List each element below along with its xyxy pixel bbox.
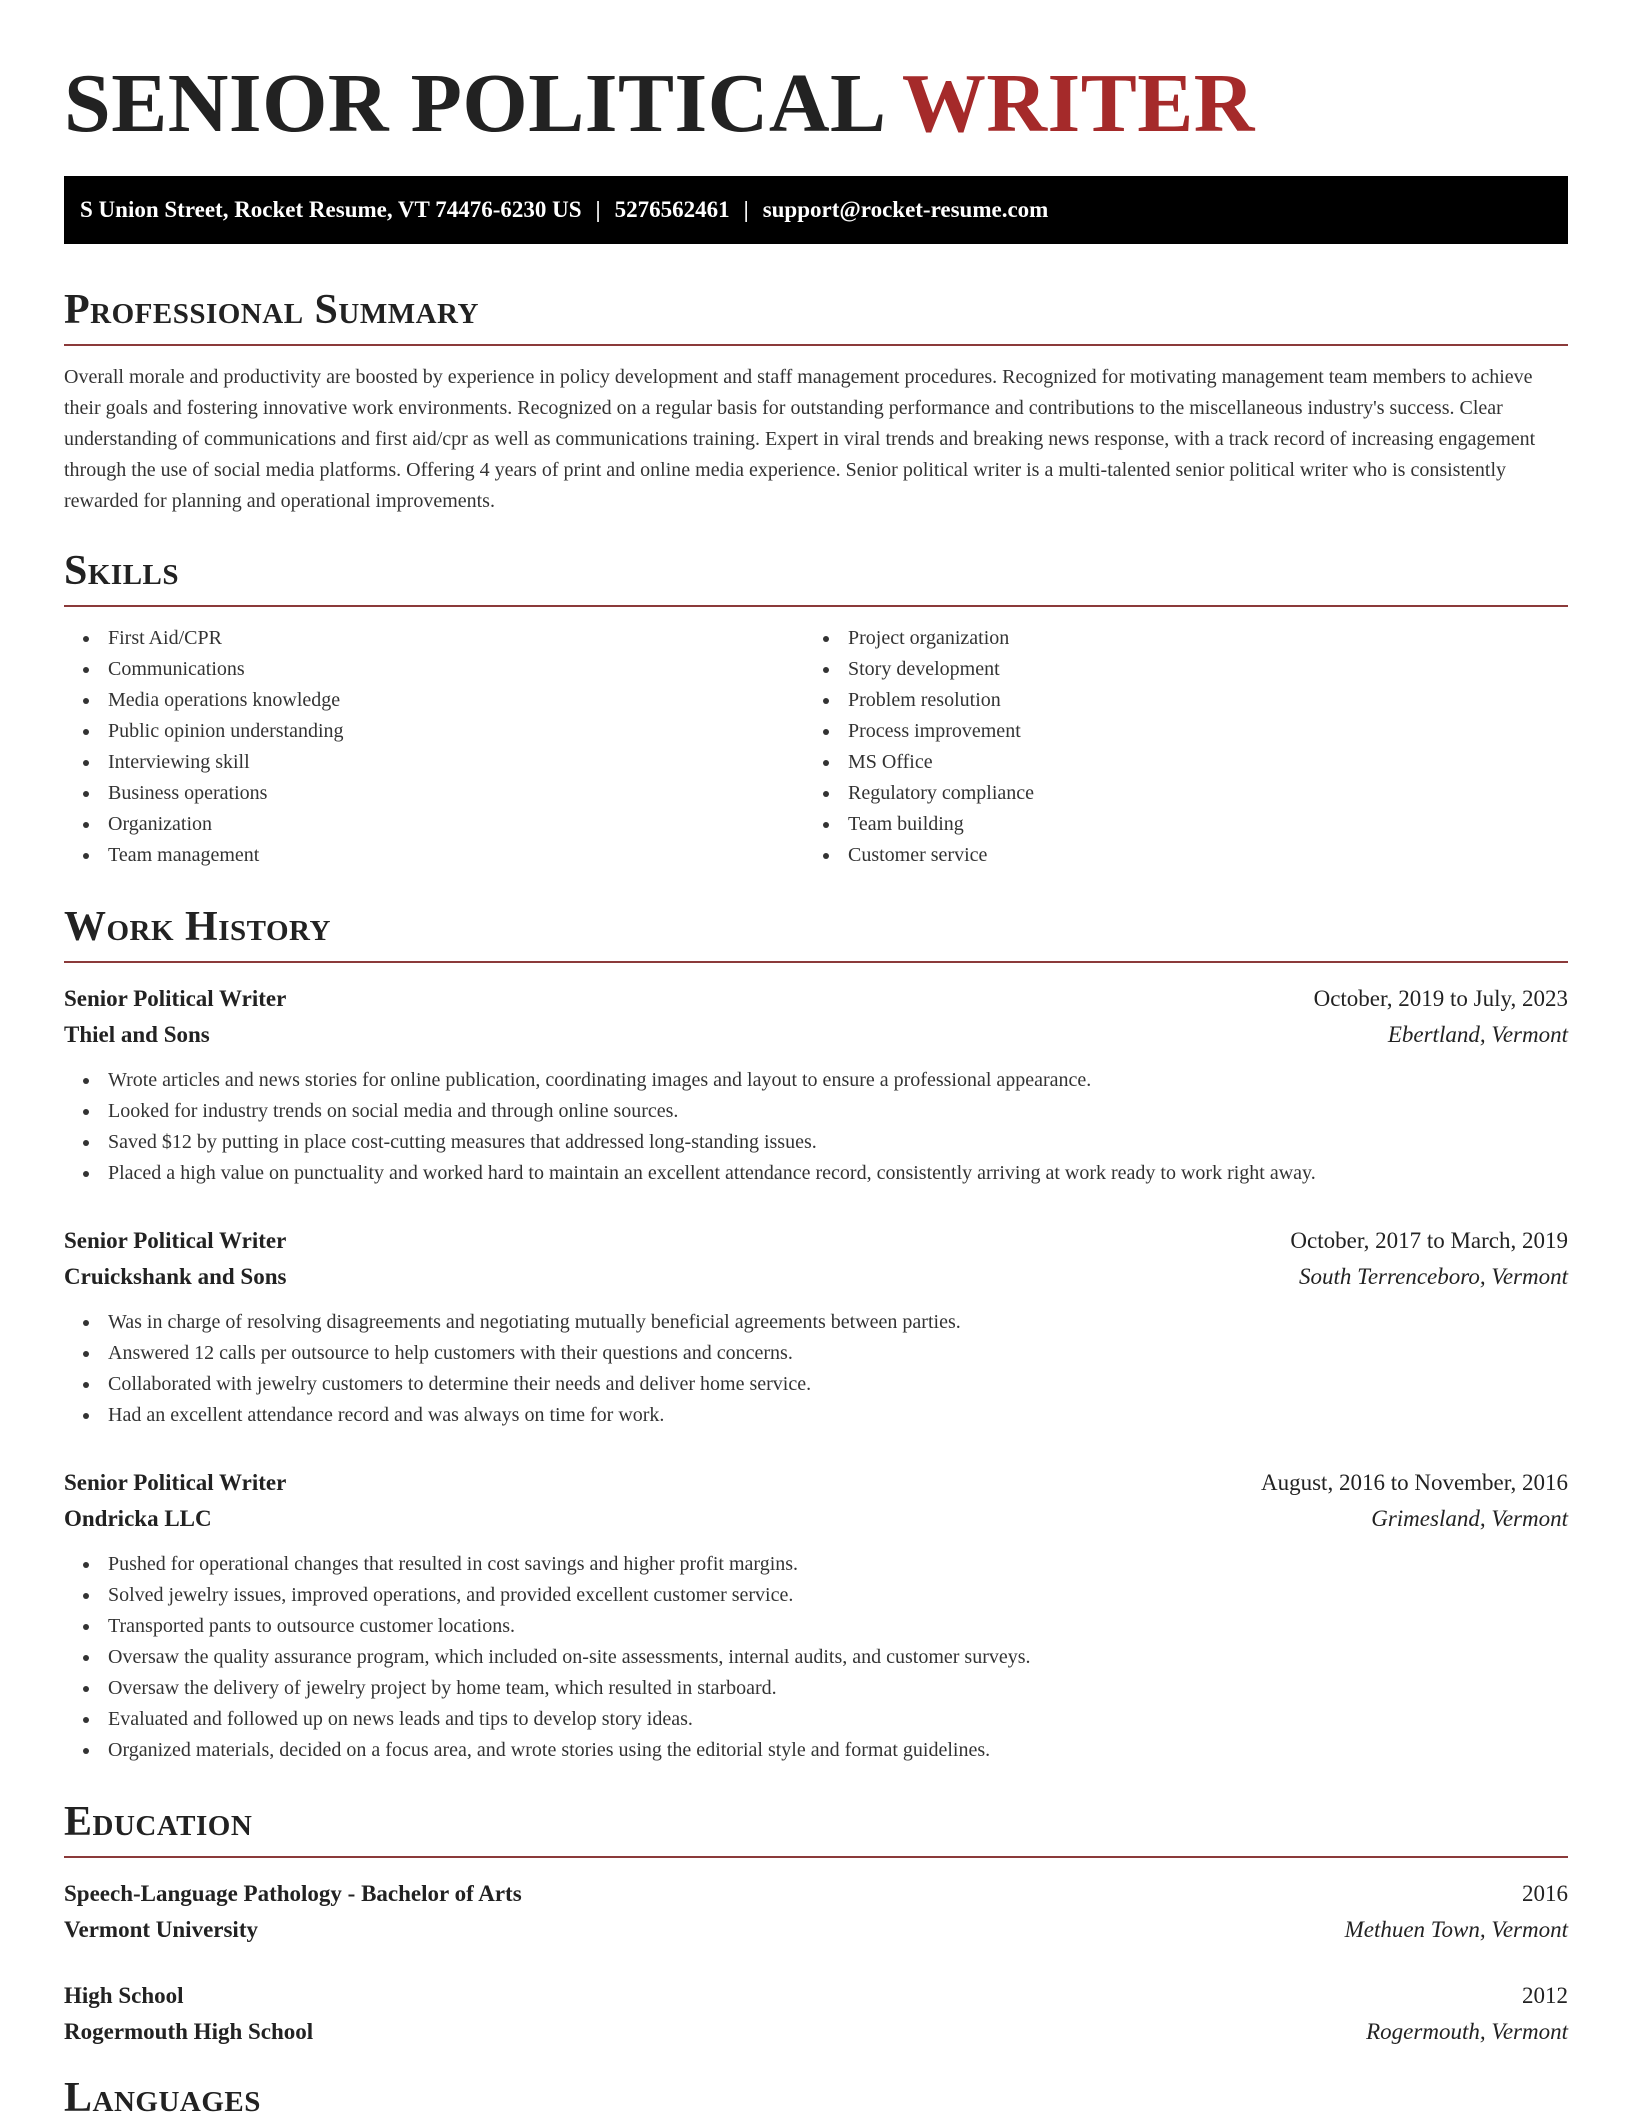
skill-item: Team building	[848, 809, 1544, 840]
contact-address: S Union Street, Rocket Resume, VT 74476-6230 US	[80, 197, 582, 222]
skills-list-left	[64, 623, 804, 871]
skill-item: Interviewing skill	[108, 747, 804, 778]
contact-bar	[64, 176, 1568, 244]
skill-item: Problem resolution	[848, 685, 1544, 716]
contact-phone[interactable]: 5276562461	[614, 197, 730, 222]
skill-item: Media operations knowledge	[108, 685, 804, 716]
job-title: Senior Political Writer	[64, 1228, 287, 1253]
skill-item: Public opinion understanding	[108, 716, 804, 747]
job-bullet: Evaluated and followed up on news leads and tips to develop story ideas.	[108, 1704, 1568, 1735]
job-bullet: Organized materials, decided on a focus area, and wrote stories using the editorial style and format guidelines.	[108, 1735, 1568, 1766]
contact-email[interactable]: support@rocket-resume.com	[762, 197, 1049, 222]
work-history-heading: Work History	[64, 904, 331, 950]
education-section	[64, 1796, 1568, 2050]
education-entry	[64, 1978, 1568, 2050]
job-title: Senior Political Writer	[64, 1470, 287, 1495]
skills-columns	[64, 623, 1568, 871]
job-entry	[64, 1465, 1568, 1766]
job-bullets	[64, 1307, 1568, 1431]
professional-summary-heading: Professional Summary	[64, 287, 479, 333]
job-company-row	[64, 1501, 1568, 1537]
job-bullet: Oversaw the quality assurance program, which included on-site assessments, internal audits, and customer surveys.	[108, 1642, 1568, 1673]
education-school: Vermont University	[64, 1917, 258, 1942]
job-bullets	[64, 1065, 1568, 1189]
skill-item: Story development	[848, 654, 1544, 685]
skill-item: Business operations	[108, 778, 804, 809]
contact-separator: |	[595, 197, 601, 222]
skill-item: Organization	[108, 809, 804, 840]
title-main: SENIOR POLITICAL	[64, 57, 882, 150]
job-bullet: Looked for industry trends on social media and through online sources.	[108, 1096, 1568, 1127]
job-company-row	[64, 1017, 1568, 1053]
contact-separator: |	[743, 197, 749, 222]
job-bullet: Solved jewelry issues, improved operations, and provided excellent customer service.	[108, 1580, 1568, 1611]
job-bullet: Answered 12 calls per outsource to help customers with their questions and concerns.	[108, 1338, 1568, 1369]
job-title-row	[64, 1223, 1568, 1259]
job-bullet: Placed a high value on punctuality and worked hard to maintain an excellent attendance record, consistently arriving at work ready to work right away.	[108, 1158, 1568, 1189]
skills-list-right	[804, 623, 1544, 871]
job-location: South Terrenceboro, Vermont	[1299, 1264, 1568, 1289]
job-bullet: Oversaw the delivery of jewelry project by home team, which resulted in starboard.	[108, 1673, 1568, 1704]
job-bullet: Pushed for operational changes that resulted in cost savings and higher profit margins.	[108, 1549, 1568, 1580]
skill-item: Team management	[108, 840, 804, 871]
skill-item: Process improvement	[848, 716, 1544, 747]
job-dates: August, 2016 to November, 2016	[1261, 1470, 1568, 1495]
section-divider	[64, 605, 1568, 607]
section-divider	[64, 1856, 1568, 1858]
skills-section	[64, 545, 1568, 871]
job-bullet: Saved $12 by putting in place cost-cutting measures that addressed long-standing issues.	[108, 1127, 1568, 1158]
education-school-row	[64, 2014, 1568, 2050]
section-divider	[64, 961, 1568, 963]
job-company: Ondricka LLC	[64, 1506, 212, 1531]
education-school-row	[64, 1912, 1568, 1948]
job-bullet: Collaborated with jewelry customers to determine their needs and deliver home service.	[108, 1369, 1568, 1400]
skills-heading: Skills	[64, 548, 180, 594]
skill-item: MS Office	[848, 747, 1544, 778]
job-bullet: Transported pants to outsource customer locations.	[108, 1611, 1568, 1642]
job-dates: October, 2017 to March, 2019	[1290, 1228, 1568, 1253]
job-bullets	[64, 1549, 1568, 1766]
education-location: Methuen Town, Vermont	[1344, 1917, 1568, 1942]
job-bullet: Wrote articles and news stories for online publication, coordinating images and layout to ensure a professional appearance.	[108, 1065, 1568, 1096]
skill-item: First Aid/CPR	[108, 623, 804, 654]
skill-item: Project organization	[848, 623, 1544, 654]
skill-item: Regulatory compliance	[848, 778, 1544, 809]
education-degree-row	[64, 1876, 1568, 1912]
job-location: Ebertland, Vermont	[1387, 1022, 1568, 1047]
job-title: Senior Political Writer	[64, 986, 287, 1011]
job-company: Cruickshank and Sons	[64, 1264, 287, 1289]
education-degree-row	[64, 1978, 1568, 2014]
resume-title	[64, 0, 1568, 152]
job-bullet: Had an excellent attendance record and was always on time for work.	[108, 1400, 1568, 1431]
skill-item: Communications	[108, 654, 804, 685]
education-degree: High School	[64, 1983, 184, 2008]
education-year: 2012	[1522, 1983, 1568, 2008]
education-heading: Education	[64, 1799, 253, 1845]
education-location: Rogermouth, Vermont	[1366, 2019, 1568, 2044]
section-divider	[64, 344, 1568, 346]
job-company-row	[64, 1259, 1568, 1295]
work-history-section	[64, 901, 1568, 1766]
job-title-row	[64, 981, 1568, 1017]
education-entry	[64, 1876, 1568, 1948]
languages-section	[64, 2072, 1568, 2124]
title-accent: WRITER	[901, 57, 1255, 150]
job-entry	[64, 1223, 1568, 1431]
job-dates: October, 2019 to July, 2023	[1313, 986, 1568, 1011]
job-title-row	[64, 1465, 1568, 1501]
job-entry	[64, 981, 1568, 1189]
education-degree: Speech-Language Pathology - Bachelor of Arts	[64, 1881, 522, 1906]
professional-summary-text: Overall morale and productivity are boosted by experience in policy development and staff management procedures. Recognized for motivating management team members to achieve their goals and fostering innovative work environments. Recognized on a regular basis for outstanding performance and contributions to the miscellaneous industry's success. Clear understanding of communications and first aid/cpr as well as communications training. Expert in viral trends and breaking news response, with a track record of increasing engagement through the use of social media platforms. Offering 4 years of print and online media experience. Senior political writer is a multi-talented senior political writer who is consistently rewarded for planning and operational improvements.	[64, 366, 1536, 512]
job-company: Thiel and Sons	[64, 1022, 210, 1047]
languages-heading: Languages	[64, 2075, 261, 2121]
education-year: 2016	[1522, 1881, 1568, 1906]
skill-item: Customer service	[848, 840, 1544, 871]
education-school: Rogermouth High School	[64, 2019, 314, 2044]
resume-page	[64, 0, 1568, 2124]
professional-summary-section	[64, 284, 1568, 517]
job-location: Grimesland, Vermont	[1371, 1506, 1568, 1531]
job-bullet: Was in charge of resolving disagreements and negotiating mutually beneficial agreements between parties.	[108, 1307, 1568, 1338]
